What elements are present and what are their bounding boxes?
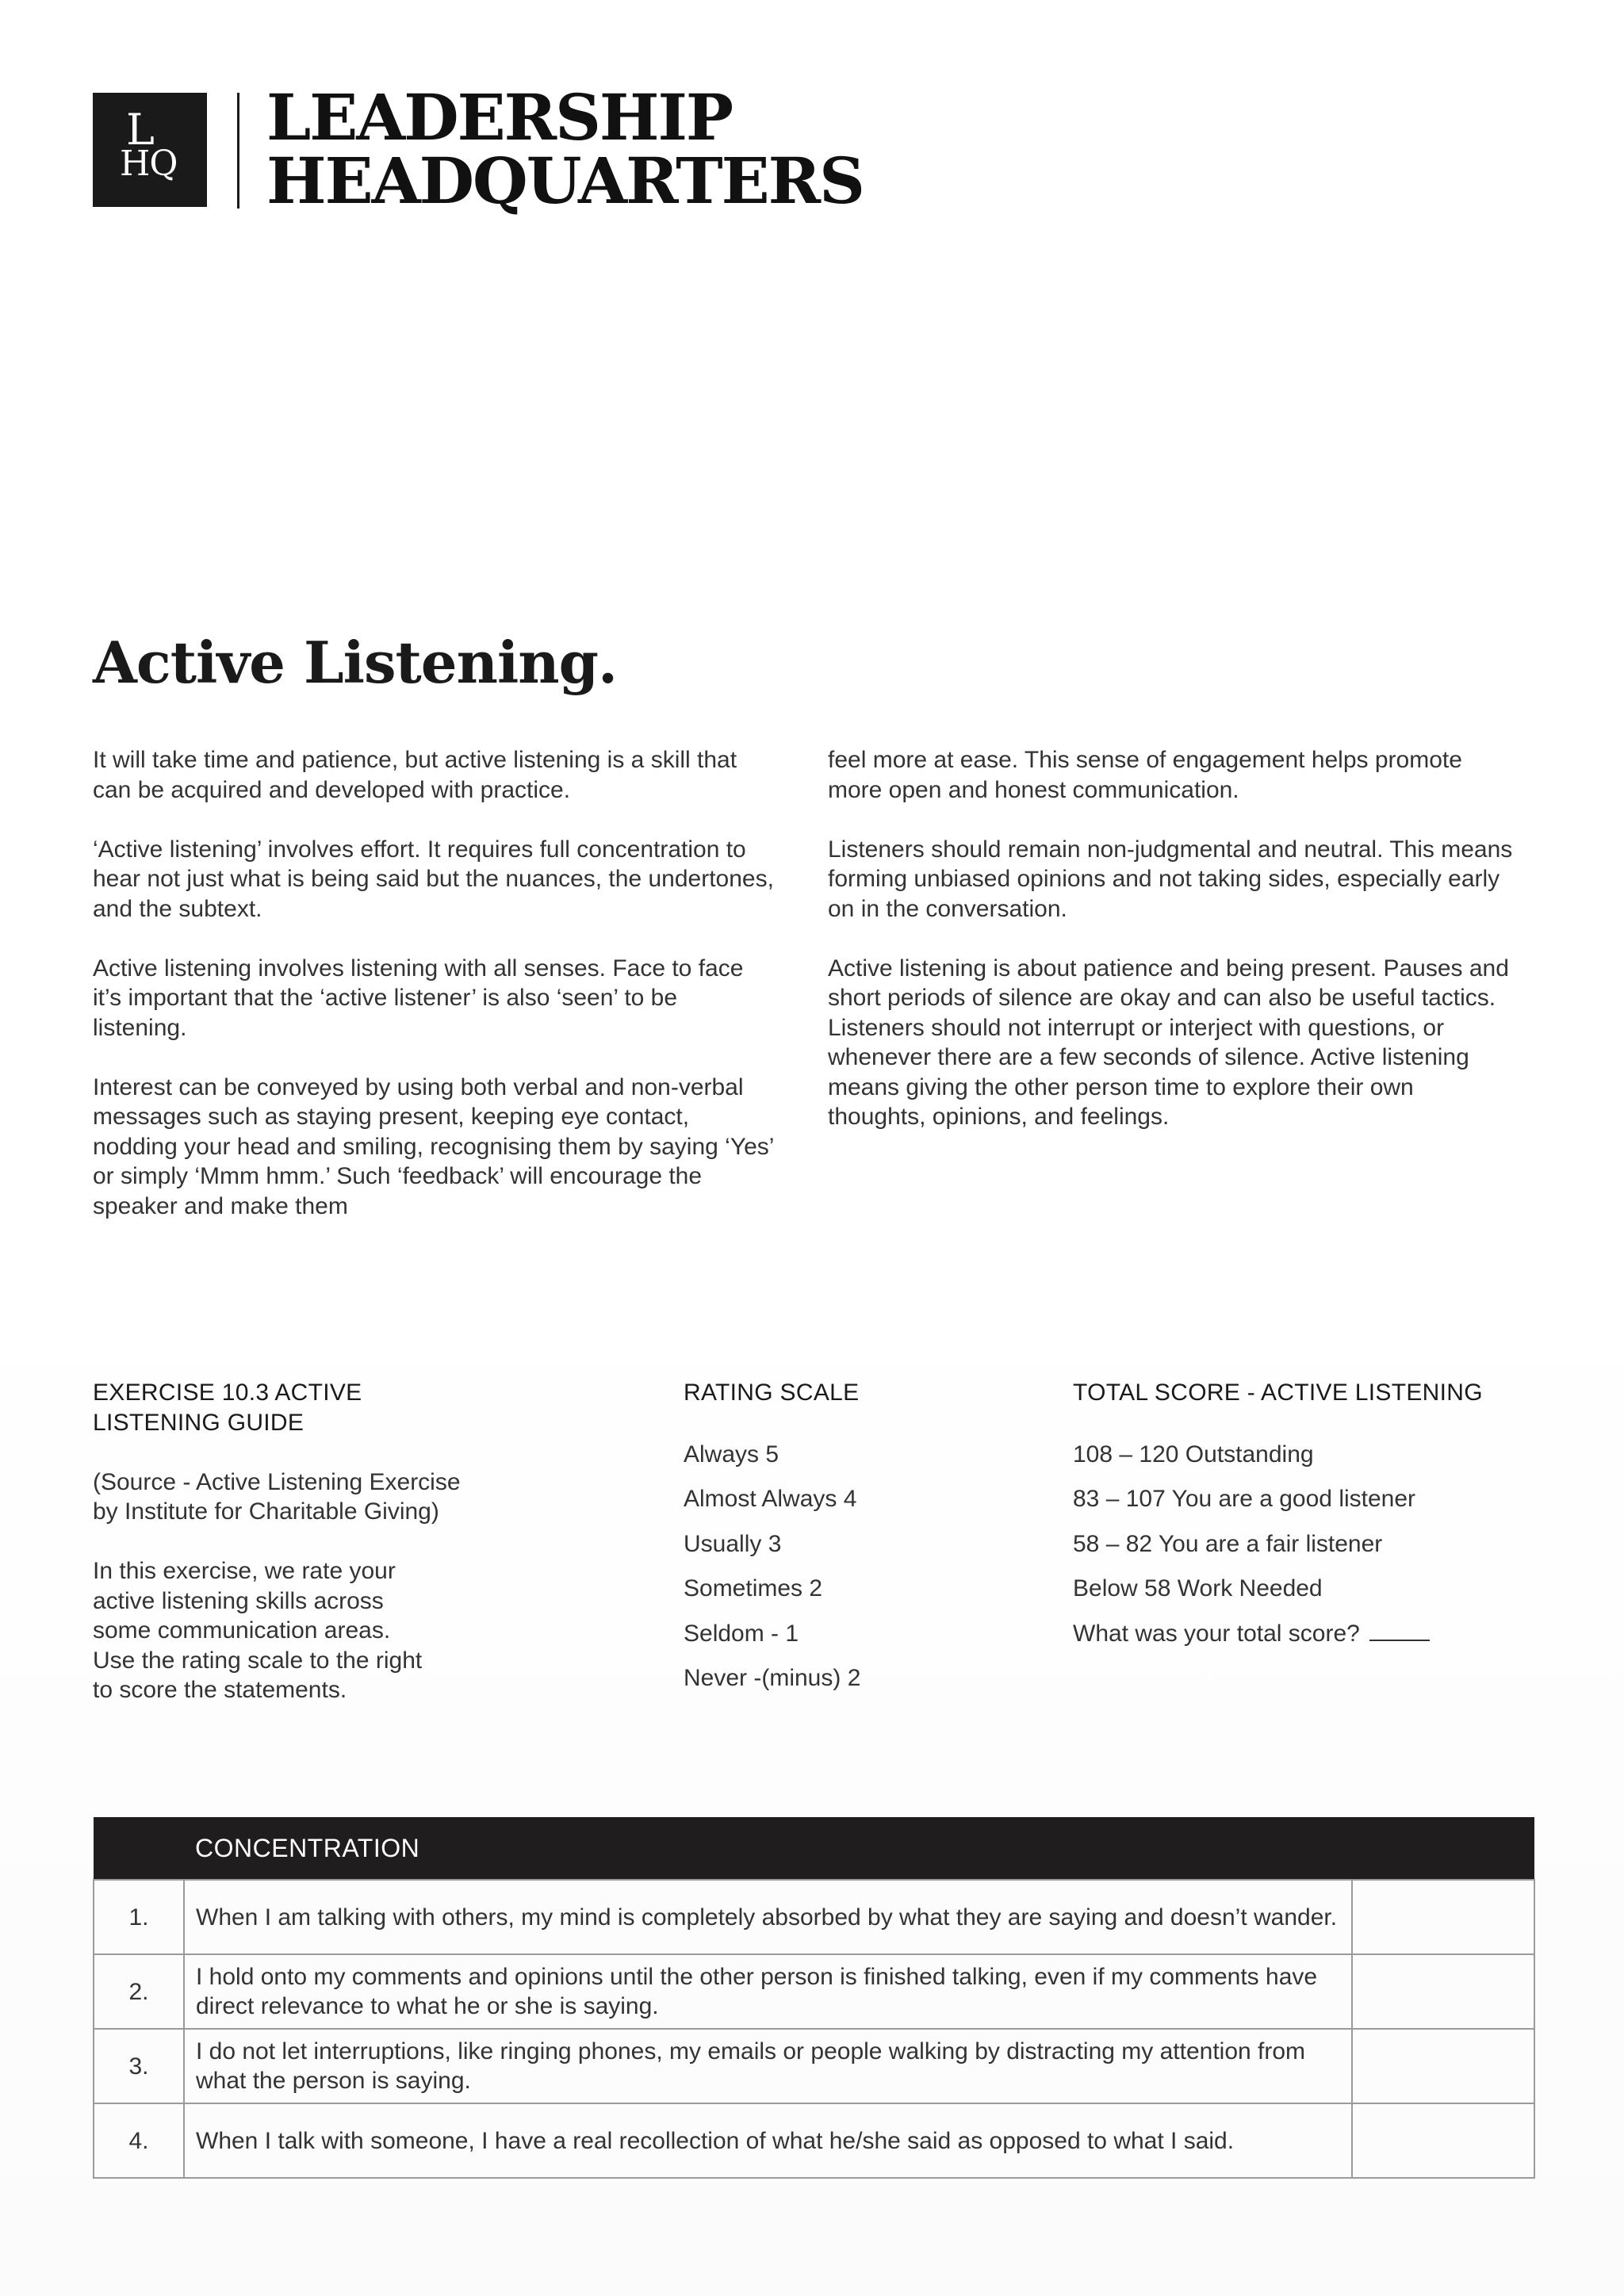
rating-scale-item: Almost Always 4: [684, 1486, 857, 1512]
logo-mark: [93, 93, 207, 207]
rating-scale-heading: RATING SCALE: [684, 1380, 860, 1406]
total-score-question-row: [1073, 1619, 1580, 1664]
logo-divider: [237, 93, 239, 209]
header-num-cell: [94, 1817, 184, 1880]
intro-paragraph: feel more at ease. This sense of engagement helps promote more open and honest communication.: [828, 747, 1462, 803]
row-number: 3.: [94, 2029, 184, 2103]
rating-scale-item: Always 5: [684, 1441, 779, 1468]
row-number: 4.: [94, 2103, 184, 2178]
exercise-heading-line1: EXERCISE 10.3 ACTIVE: [93, 1380, 362, 1406]
table-row: [94, 2103, 1534, 2178]
table-section-heading: CONCENTRATION: [184, 1817, 1534, 1880]
total-score-blank[interactable]: [1369, 1619, 1430, 1641]
exercise-desc-line: In this exercise, we rate your: [93, 1558, 396, 1584]
rating-scale-item: Seldom - 1: [684, 1620, 799, 1647]
brand-name-line2: HEADQUARTERS: [266, 144, 864, 218]
total-score-item: 108 – 120 Outstanding: [1073, 1441, 1314, 1468]
row-score-cell[interactable]: [1352, 1954, 1534, 2029]
exercise-desc-line: Use the rating scale to the right: [93, 1647, 423, 1674]
total-score: [1073, 1378, 1580, 1663]
rating-scale-item: Usually 3: [684, 1530, 782, 1557]
table-row: [94, 2029, 1534, 2103]
exercise-heading-line2: LISTENING GUIDE: [93, 1409, 304, 1436]
intro-paragraph: Active listening involves listening with all senses. Face to face it’s important that the ‘active listener’ is also ‘seen’ to be listening.: [93, 955, 744, 1041]
brand-name-line1: LEADERSHIP: [266, 80, 733, 155]
row-statement: I hold onto my comments and opinions until the other person is finished talking, even if my comments have direct relevance to what he or she is saying.: [184, 1954, 1352, 2029]
rating-scale: [684, 1378, 1017, 1709]
total-score-heading: TOTAL SCORE - ACTIVE LISTENING: [1073, 1380, 1483, 1406]
intro-paragraph: Listeners should remain non-judgmental and neutral. This means forming unbiased opinions and not taking sides, especially early on in the conversation.: [828, 836, 1513, 922]
row-score-cell[interactable]: [1352, 2103, 1534, 2178]
total-score-list: [1073, 1440, 1580, 1664]
row-statement: I do not let interruptions, like ringing phones, my emails or people walking by distracting my attention from what the person is saying.: [184, 2029, 1352, 2103]
intro-paragraph: Interest can be conveyed by using both verbal and non-verbal messages such as staying present, keeping eye contact, nodding your head and smiling, recognising them by saying ‘Yes’ or simply ‘Mmm hmm.’ Such ‘feedback’ will encourage the speaker and make them: [93, 1073, 774, 1219]
row-statement: When I am talking with others, my mind is completely absorbed by what they are saying and doesn’t wander.: [184, 1880, 1352, 1954]
exercise-desc-line: some communication areas.: [93, 1617, 391, 1644]
intro-right-column: [828, 745, 1518, 1161]
row-score-cell[interactable]: [1352, 1880, 1534, 1954]
concentration-table: [93, 1817, 1535, 2179]
table-row: [94, 1880, 1534, 1954]
row-score-cell[interactable]: [1352, 2029, 1534, 2103]
row-statement: When I talk with someone, I have a real recollection of what he/she said as opposed to what I said.: [184, 2103, 1352, 2178]
table-header-row: [94, 1817, 1534, 1880]
exercise-source-line2: by Institute for Charitable Giving): [93, 1498, 439, 1525]
rating-scale-item: Sometimes 2: [684, 1575, 823, 1601]
exercise-desc-line: to score the statements.: [93, 1677, 347, 1703]
exercise-source-line1: (Source - Active Listening Exercise: [93, 1468, 461, 1495]
rating-scale-list: [684, 1440, 1017, 1709]
exercise-desc-line: active listening skills across: [93, 1587, 384, 1614]
total-score-item: 58 – 82 You are a fair listener: [1073, 1530, 1383, 1557]
row-number: 2.: [94, 1954, 184, 2029]
table-row: [94, 1954, 1534, 2029]
intro-left-column: [93, 745, 775, 1251]
total-score-question: What was your total score?: [1073, 1620, 1360, 1647]
row-number: 1.: [94, 1880, 184, 1954]
page-title: Active Listening.: [93, 629, 618, 696]
rating-scale-item: Never -(minus) 2: [684, 1665, 861, 1691]
intro-paragraph: ‘Active listening’ involves effort. It requires full concentration to hear not just what is being said but the nuances, the undertones, and the subtext.: [93, 836, 774, 922]
total-score-item: 83 – 107 You are a good listener: [1073, 1486, 1416, 1512]
total-score-item: Below 58 Work Needed: [1073, 1575, 1323, 1601]
brand-name: [266, 80, 864, 218]
intro-paragraph: It will take time and patience, but active listening is a skill that can be acquired and developed with practice.: [93, 747, 737, 803]
exercise-description: [93, 1378, 569, 1705]
intro-paragraph: Active listening is about patience and being present. Pauses and short periods of silence are okay and can also be useful tactics. Listeners should not interrupt or interject with questions, or whenever there are a few seconds of silence. Active listening means giving the other person time to explore their own thoughts, opinions, and feelings.: [828, 955, 1509, 1130]
logo-mark-letters-hq: HQ: [120, 144, 178, 184]
logo-mark-letter-l: L: [126, 105, 155, 155]
